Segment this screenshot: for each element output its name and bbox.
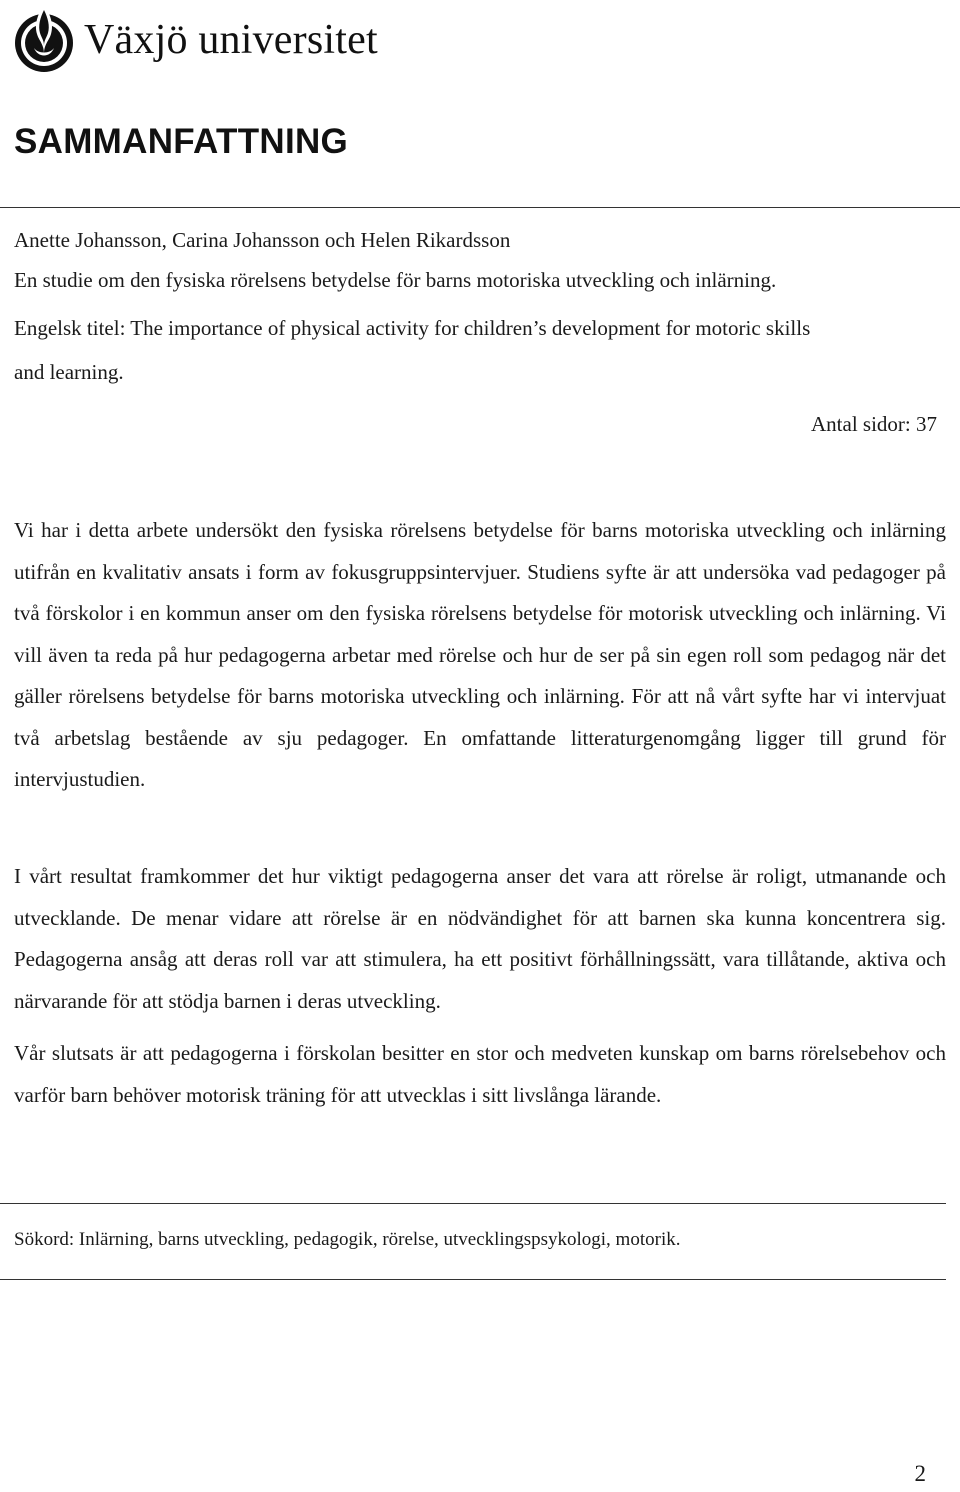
conclusion-section [14, 1033, 946, 1116]
university-logo [12, 0, 378, 76]
abstract-section [14, 510, 946, 801]
institution-name: Växjö universitet [84, 17, 378, 63]
swedish-title: En studie om den fysiska rörelsens betydelse för barns motoriska utveckling och inlärning. [14, 268, 777, 292]
keywords: Sökord: Inlärning, barns utveckling, pedagogik, rörelse, utvecklingspsykologi, motorik. [14, 1229, 681, 1250]
english-title-line-1: Engelsk titel: The importance of physical activity for children’s development for motoric skills [14, 316, 811, 340]
english-title-line-2: and learning. [14, 360, 124, 384]
divider-keywords-top [0, 1203, 946, 1204]
page-number: 2 [914, 1461, 926, 1486]
conclusion-paragraph: Vår slutsats är att pedagogerna i förskolan besitter en stor och medveten kunskap om barns rörelsebehov och varför barn behöver motorisk träning för att utvecklas i sitt livslånga lärande. [14, 1041, 946, 1107]
document-metadata-title [14, 258, 946, 302]
divider-keywords-bottom [0, 1279, 946, 1280]
document-metadata-english [14, 306, 946, 394]
page-count: Antal sidor: 37 [811, 412, 937, 436]
vaxjo-university-seal-icon [12, 0, 76, 76]
document-metadata [14, 218, 946, 262]
results-section [14, 856, 946, 1022]
results-paragraph: I vårt resultat framkommer det hur viktigt pedagogerna anser det vara att rörelse är roligt, utmanande och utvecklande. De menar vidare att rörelse är en nödvändighet för att barnen ska kunna koncentrera sig. Pedagogerna ansåg att deras roll var att stimulera, ha ett positivt förhållningssätt, vara tillåtande, aktiva och närvarande för att stödja barnen i deras utveckling. [14, 864, 946, 1013]
page-title: SAMMANFATTNING [14, 122, 349, 161]
divider-top [0, 207, 960, 208]
authors: Anette Johansson, Carina Johansson och Helen Rikardsson [14, 228, 511, 252]
abstract-paragraph: Vi har i detta arbete undersökt den fysiska rörelsens betydelse för barns motoriska utveckling och inlärning utifrån en kvalitativ ansats i form av fokusgruppsintervjuer. Studiens syfte är att undersöka vad pedagoger på två förskolor i en kommun anser om den fysiska rörelsens betydelse för motorisk utveckling och inlärning. Vi vill även ta reda på hur pedagogerna arbetar med rörelse och hur de ser på sin egen roll som pedagog när det gäller rörelsens betydelse för barns motoriska utveckling och inlärning. För att nå vårt syfte har vi intervjuat två arbetslag bestående av sju pedagoger. En omfattande litteraturgenomgång ligger till grund för intervjustudien. [14, 518, 946, 791]
